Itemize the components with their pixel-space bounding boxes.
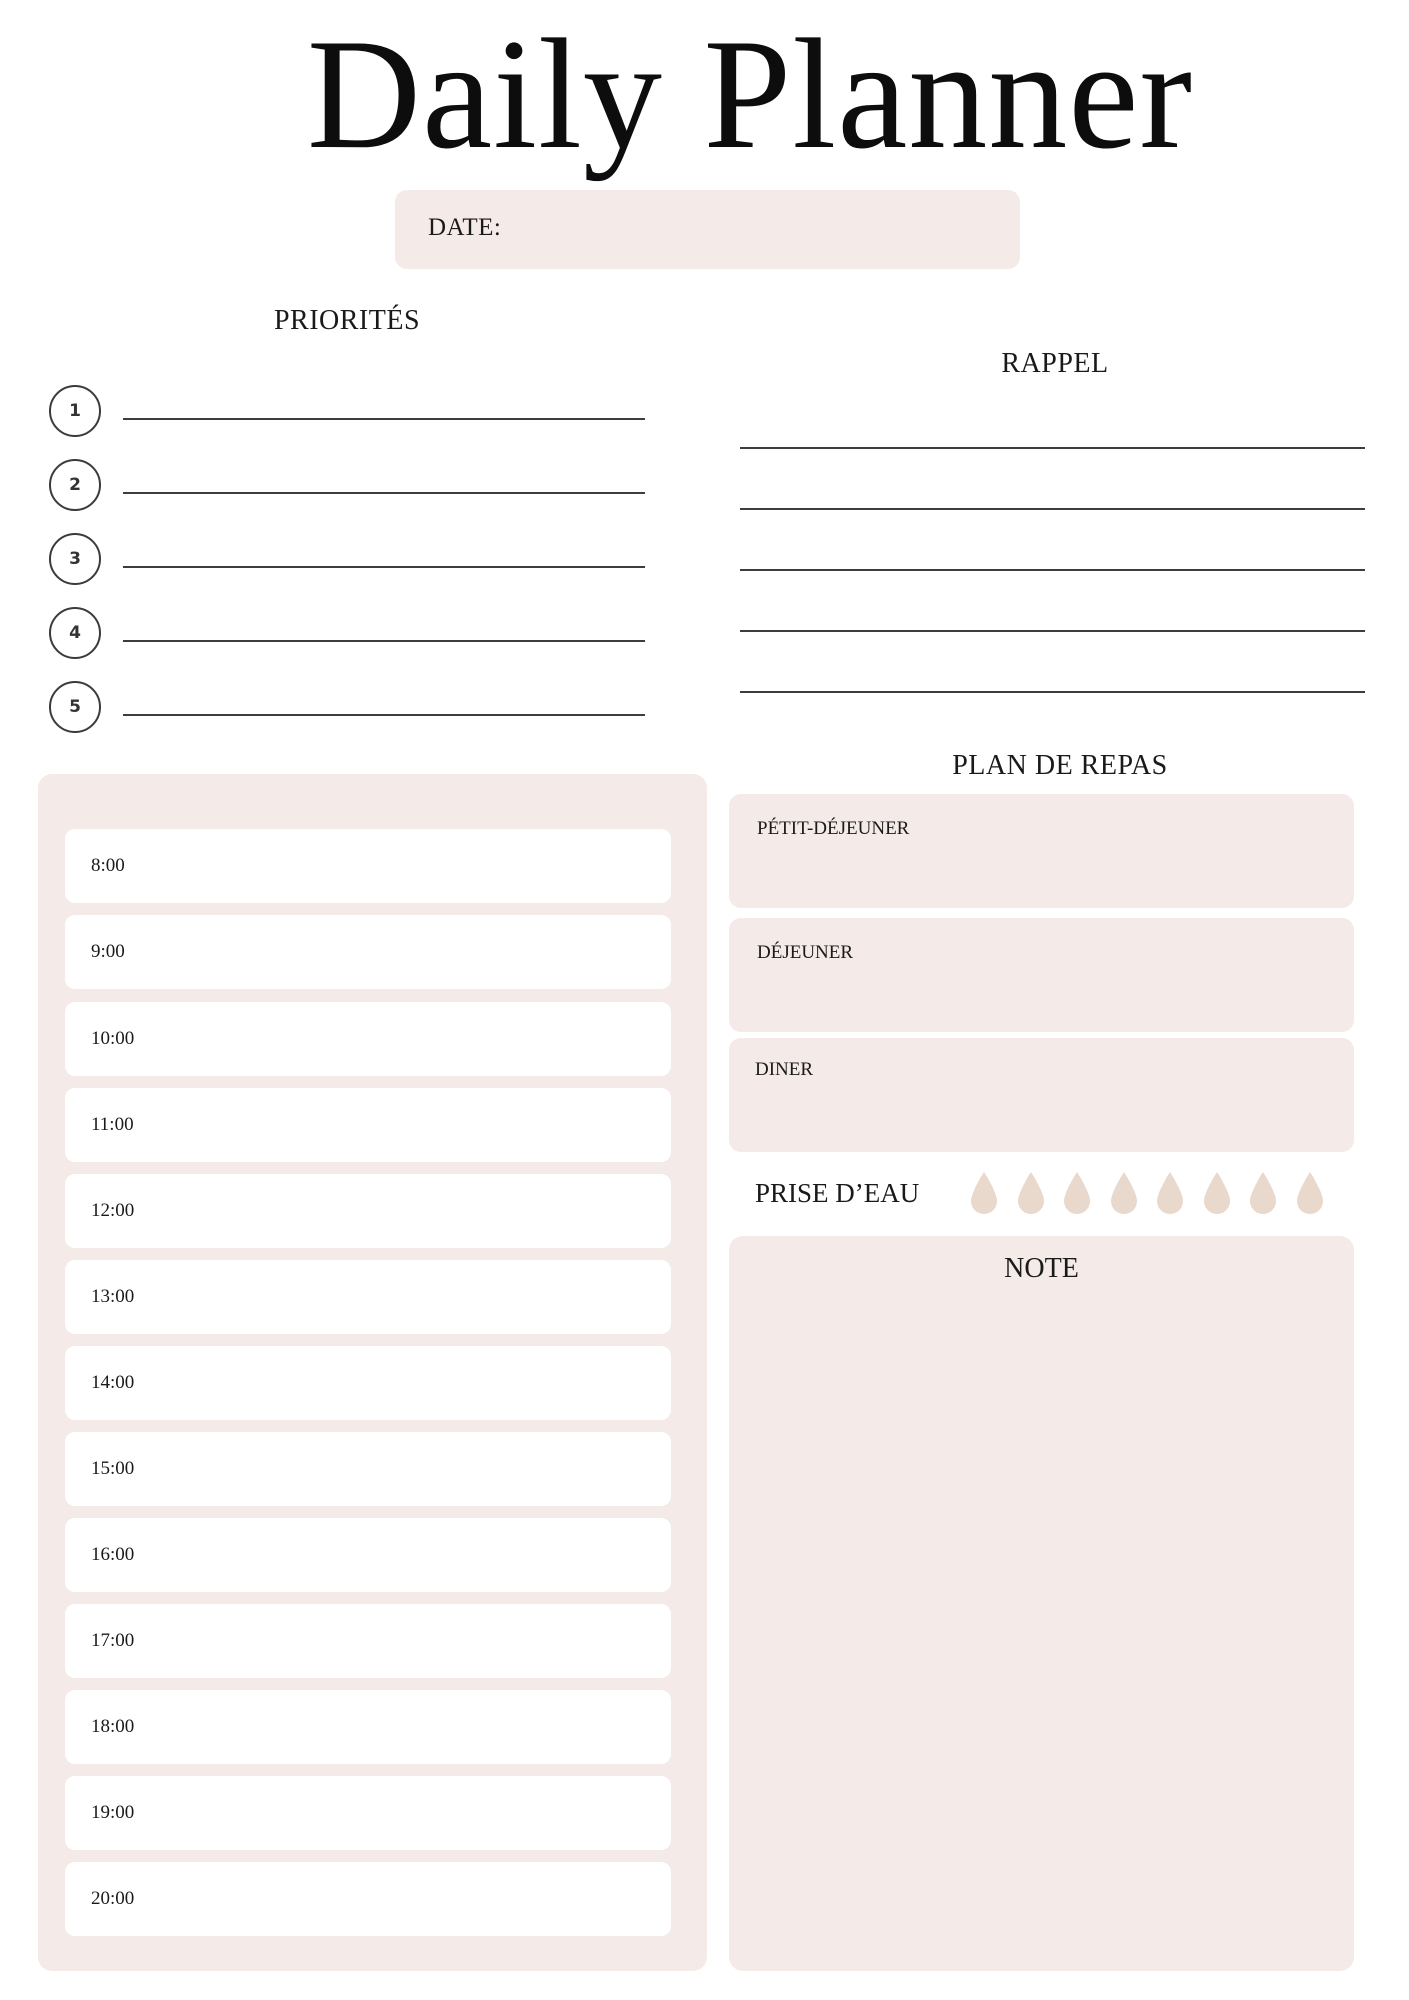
water-intake-label: PRISE D’EAU — [755, 1178, 920, 1208]
time-label: 10:00 — [91, 1028, 135, 1049]
time-slot-8[interactable] — [65, 829, 671, 903]
reminder-line-5[interactable] — [740, 691, 1365, 693]
breakfast-box[interactable] — [729, 794, 1354, 908]
priority-number-1: 1 — [49, 385, 101, 437]
time-slot-9[interactable] — [65, 915, 671, 989]
time-label: 9:00 — [91, 941, 125, 962]
time-label: 8:00 — [91, 855, 125, 876]
priority-row-5 — [49, 681, 649, 733]
water-drop-icon[interactable] — [968, 1170, 1000, 1216]
date-field[interactable] — [395, 190, 1020, 269]
reminder-line-1[interactable] — [740, 447, 1365, 449]
time-slot-10[interactable] — [65, 1002, 671, 1076]
priority-number-3: 3 — [49, 533, 101, 585]
time-slot-18[interactable] — [65, 1690, 671, 1764]
dinner-box[interactable] — [729, 1038, 1354, 1152]
note-heading: NOTE — [1004, 1253, 1079, 1284]
time-slot-14[interactable] — [65, 1346, 671, 1420]
time-label: 20:00 — [91, 1888, 135, 1909]
lunch-label: DÉJEUNER — [757, 942, 854, 963]
priority-row-3 — [49, 533, 649, 585]
time-label: 16:00 — [91, 1544, 135, 1565]
time-label: 11:00 — [91, 1114, 134, 1135]
note-area[interactable] — [729, 1236, 1354, 1971]
water-drop-icon[interactable] — [1108, 1170, 1140, 1216]
time-slot-11[interactable] — [65, 1088, 671, 1162]
time-slot-13[interactable] — [65, 1260, 671, 1334]
priority-number-5: 5 — [49, 681, 101, 733]
meal-plan-heading: PLAN DE REPAS — [952, 750, 1168, 781]
time-slot-17[interactable] — [65, 1604, 671, 1678]
priority-number-4: 4 — [49, 607, 101, 659]
water-drop-icon[interactable] — [1201, 1170, 1233, 1216]
priority-number-2: 2 — [49, 459, 101, 511]
priority-write-line[interactable] — [123, 492, 645, 494]
date-label: DATE: — [428, 214, 502, 241]
water-drop-icon[interactable] — [1247, 1170, 1279, 1216]
time-label: 15:00 — [91, 1458, 135, 1479]
priority-row-2 — [49, 459, 649, 511]
priority-row-4 — [49, 607, 649, 659]
time-label: 13:00 — [91, 1286, 135, 1307]
reminder-line-3[interactable] — [740, 569, 1365, 571]
priorities-heading: PRIORITÉS — [273, 305, 421, 336]
time-label: 14:00 — [91, 1372, 135, 1393]
time-slot-16[interactable] — [65, 1518, 671, 1592]
time-slot-12[interactable] — [65, 1174, 671, 1248]
time-label: 18:00 — [91, 1716, 135, 1737]
time-label: 12:00 — [91, 1200, 135, 1221]
page-title: Daily Planner — [306, 7, 1194, 182]
hourly-schedule — [38, 774, 707, 1971]
time-label: 17:00 — [91, 1630, 135, 1651]
water-drop-icon[interactable] — [1154, 1170, 1186, 1216]
breakfast-label: PÉTIT-DÉJEUNER — [757, 818, 910, 839]
reminder-line-4[interactable] — [740, 630, 1365, 632]
reminders-heading: RAPPEL — [1001, 348, 1109, 379]
time-label: 19:00 — [91, 1802, 135, 1823]
time-slot-19[interactable] — [65, 1776, 671, 1850]
water-drop-icon[interactable] — [1061, 1170, 1093, 1216]
time-slot-20[interactable] — [65, 1862, 671, 1936]
priority-write-line[interactable] — [123, 566, 645, 568]
priority-row-1 — [49, 385, 649, 437]
time-slot-15[interactable] — [65, 1432, 671, 1506]
lunch-box[interactable] — [729, 918, 1354, 1032]
water-drop-icon[interactable] — [1294, 1170, 1326, 1216]
reminder-line-2[interactable] — [740, 508, 1365, 510]
priority-write-line[interactable] — [123, 714, 645, 716]
dinner-label: DINER — [755, 1059, 814, 1080]
priority-write-line[interactable] — [123, 418, 645, 420]
water-drop-icon[interactable] — [1015, 1170, 1047, 1216]
priority-write-line[interactable] — [123, 640, 645, 642]
